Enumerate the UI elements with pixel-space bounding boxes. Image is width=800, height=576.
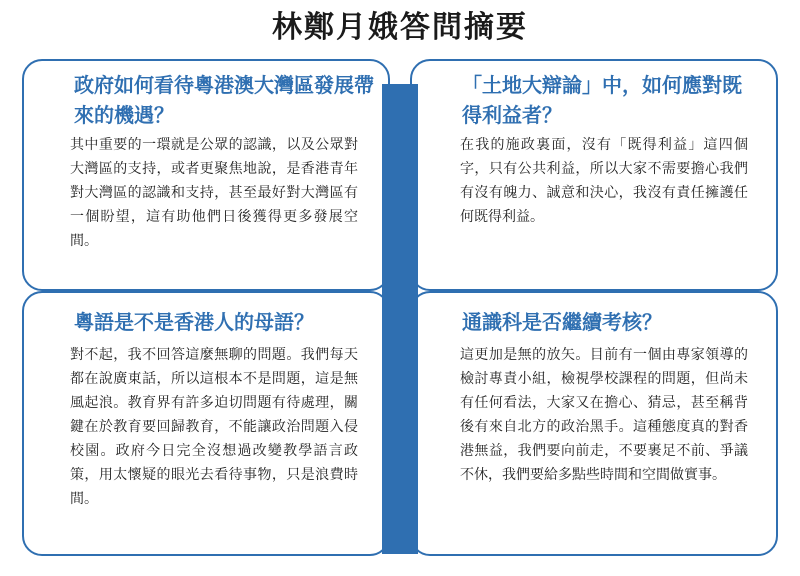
- answer-greater-bay: 其中重要的一環就是公眾的認識，以及公眾對大灣區的支持，或者更聚焦地說，是香港青年對大灣區的認識和支持，甚至最好對大灣區有一個盼望，這有助他們日後獲得更多發展空間。: [70, 137, 358, 249]
- question-liberal-studies: 通識科是否繼續考核？: [462, 310, 662, 334]
- center-divider-bar: [382, 84, 418, 554]
- question-land-debate: 「土地大辯論」中，如何應對既得利益者？: [462, 73, 742, 127]
- answer-liberal-studies: 這更加是無的放矢。目前有一個由專家領導的檢討專責小組，檢視學校課程的問題，但尚未有任何看法，大家又在擔心、猜忌，甚至稱背後有來自北方的政治黑手。這種態度真的對香港無益，我們要向前走，不要裹足不前、爭議不休，我們要給多點些時間和空間做實事。: [460, 347, 748, 483]
- answer-cantonese: 對不起，我不回答這麼無聊的問題。我們每天都在說廣東話，所以這根本不是問題，這是無風起浪。教育界有許多迫切問題有待處理，關鍵在於教育要回歸教育，不能讓政治問題入侵校園。政府今日完全沒想過改變教學語言政策，用太懷疑的眼光去看待事物，只是浪費時間。: [70, 347, 358, 507]
- answer-land-debate: 在我的施政裏面，沒有「既得利益」這四個字，只有公共利益，所以大家不需要擔心我們有沒有魄力、誠意和決心，我沒有責任擁護任何既得利益。: [460, 137, 748, 225]
- page-title: 林鄭月娥答問摘要: [272, 10, 528, 45]
- question-greater-bay: 政府如何看待粵港澳大灣區發展帶來的機遇？: [74, 73, 374, 127]
- question-cantonese: 粵語是不是香港人的母語？: [74, 310, 314, 334]
